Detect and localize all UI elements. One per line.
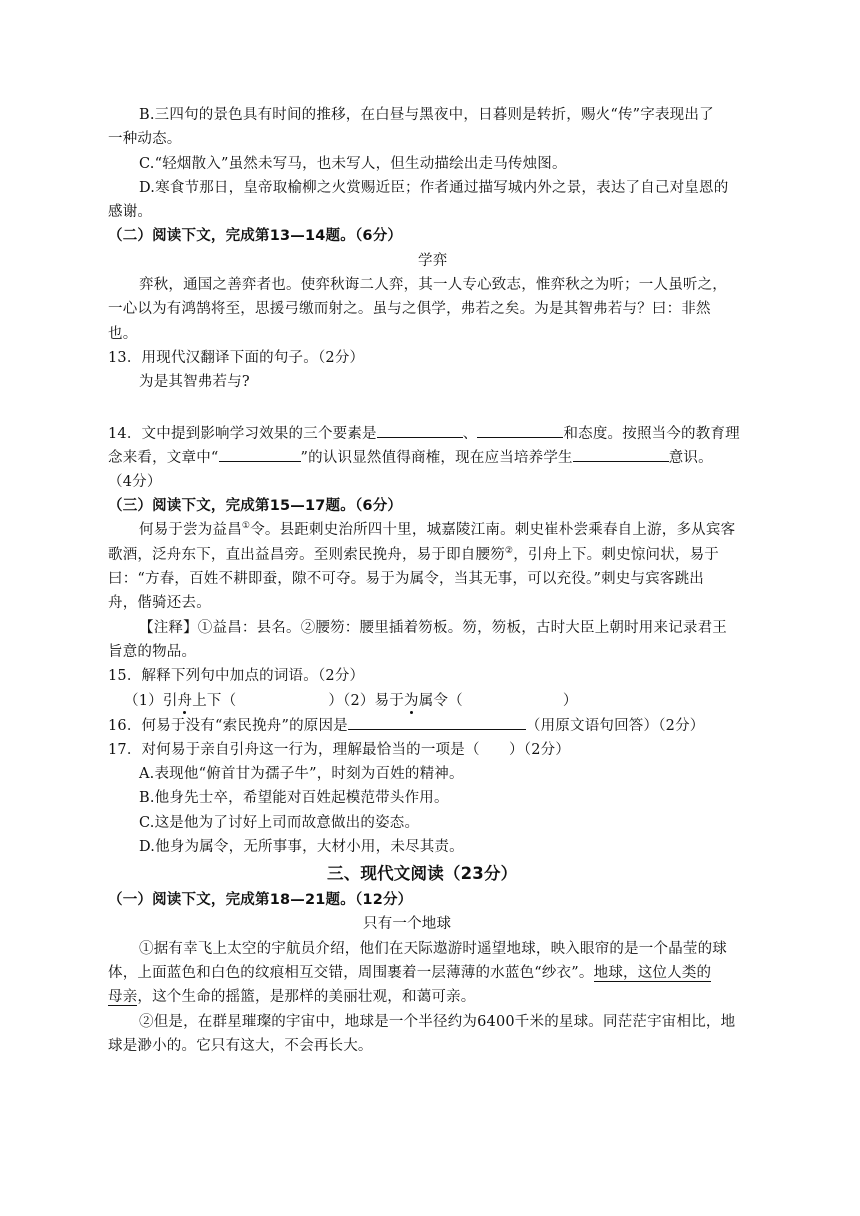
question-15-items (124, 691, 578, 711)
part3-note-line1 (139, 618, 727, 638)
part3-p1-text-b: 令。县距刺史治所四十里，城嘉陵江南。刺史崔朴尝乘春自上游，多从宾客 (250, 522, 736, 538)
q17-option-c: C.这是他为了讨好上司而故意做出的姿态。 (139, 815, 420, 831)
question-13: 13．用现代汉翻译下面的句子。（2分） (108, 350, 365, 366)
question-14-line1 (108, 423, 740, 444)
q14-blank-4[interactable] (573, 447, 669, 462)
q15-1-text: （1）引 (124, 693, 178, 709)
q15-2-text: ）（2）易于 (328, 693, 405, 709)
question-14-score: （4分） (108, 474, 162, 490)
option-b-line2: 一种动态。 (108, 131, 182, 147)
q15-2-close: ） (562, 693, 578, 709)
q14-blank-1[interactable] (377, 423, 463, 438)
q17-option-d: D.他身为属令，无所事事，大材小用，未尽其责。 (139, 839, 464, 855)
article-para2-line1: ②但是，在群星璀璨的宇宙中，地球是一个半径约为6400千米的星球。同茫茫宇宙相比，地 (139, 1014, 736, 1030)
part2-para-line1: 弈秋，通国之善弈者也。使弈秋诲二人弈，其一人专心致志，惟弈秋之为听；一人虽听之， (139, 277, 727, 293)
option-b-line1: B.三四句的景色具有时间的推移，在白昼与黑夜中，日暮则是转折，赐火“传”字表现出了 (139, 107, 714, 123)
section-3-title: 三、现代文阅读（23分） (327, 864, 518, 883)
part2-header: （二）阅读下文，完成第13—14题。（6分） (108, 228, 403, 244)
footnote-mark-1: ① (241, 521, 251, 532)
part3-header: （三）阅读下文，完成第15—17题。（6分） (108, 498, 403, 514)
q14-text-f: 意识。 (668, 450, 713, 466)
q14-blank-3[interactable] (219, 447, 301, 462)
part3-p1-text-a: 何易于尝为益昌 (139, 522, 242, 538)
q15-1-dotted-word: 舟 (177, 693, 193, 709)
q15-2-text-b: 属令（ (418, 693, 463, 709)
part2-para-line2: 一心以为有鸿鹄将至，思援弓缴而射之。虽与之俱学，弗若之矣。为是其智弗若与？曰：非然 (108, 301, 711, 317)
part2-title: 学弈 (418, 253, 448, 269)
underlined-phrase-part1: 地球，这位人类的 (593, 965, 712, 981)
q14-text-c: 和态度。按照当今的教育理 (563, 426, 740, 442)
part3-p2-text-b: ，引舟上下。刺史惊问状，易于 (513, 547, 719, 563)
q15-1-text-b: 上下（ (192, 693, 237, 709)
article-para1-line2 (108, 963, 711, 983)
section3-part1-header: （一）阅读下文，完成第18—21题。（12分） (108, 892, 413, 908)
q14-text-e: ”的认识显然值得商榷，现在应当培养学生 (300, 450, 573, 466)
part3-para-line4: 舟，偕骑还去。 (108, 595, 211, 611)
part3-para-line3: 曰：“方春，百姓不耕即蚕，隙不可夺。易于为属令，当其无事，可以充役。”刺史与宾客跳出 (108, 571, 704, 587)
part2-para-line3: 也。 (108, 326, 138, 342)
q14-text-d: 念来看，文章中“ (108, 450, 219, 466)
underlined-phrase-part2: 母亲 (108, 989, 138, 1005)
article-para2-line2: 球是渺小的。它只有这大，不会再长大。 (108, 1038, 373, 1054)
part3-note-line2: 旨意的物品。 (108, 644, 197, 660)
q17-option-b: B.他身先士卒，希望能对百姓起模范带头作用。 (139, 790, 449, 806)
question-17: 17．对何易于亲自引舟这一行为，理解最恰当的一项是（ ）（2分） (108, 742, 571, 758)
option-d-line1: D.寒食节那日，皇帝取榆柳之火赏赐近臣；作者通过描写城内外之景，表达了自己对皇恩的 (139, 180, 729, 196)
note-text: 【注释】①益昌：县名。②腰笏：腰里插着笏板。笏，笏板，古时大臣上朝时用来记录君王 (139, 620, 727, 636)
q14-blank-2[interactable] (477, 423, 563, 438)
part3-para-line1 (139, 520, 735, 540)
para1-text: 体，上面蓝色和白色的纹痕相互交错，周围裹着一层薄薄的水蓝色“纱衣”。 (108, 965, 594, 981)
q15-2-dotted-word: 为 (404, 693, 419, 709)
article-title: 只有一个地球 (363, 916, 452, 932)
question-14-line2 (108, 447, 713, 468)
question-13-sentence: 为是其智弗若与? (139, 374, 250, 390)
article-para1-line1: ①据有幸飞上太空的宇航员介绍，他们在天际遨游时遥望地球，映入眼帘的是一个晶莹的球 (139, 941, 727, 957)
footnote-mark-2: ② (504, 546, 514, 557)
q14-text-b: 、 (462, 426, 478, 442)
q16-blank[interactable] (348, 715, 526, 730)
option-d-line2: 感谢。 (108, 204, 153, 220)
para1-text-end: ，这个生命的摇篮，是那样的美丽壮观，和蔼可亲。 (137, 989, 476, 1005)
q14-text-a: 14．文中提到影响学习效果的三个要素是 (108, 426, 377, 442)
question-15: 15．解释下列句中加点的词语。（2分） (108, 668, 365, 684)
q16-text-a: 16．何易于没有“索民挽舟”的原因是 (108, 718, 348, 734)
q16-text-b: （用原文语句回答）（2分） (525, 718, 705, 734)
q17-option-a: A.表现他“俯首甘为孺子牛”，时刻为百姓的精神。 (139, 766, 464, 782)
option-c: C.“轻烟散入”虽然未写马，也未写人，但生动描绘出走马传烛图。 (139, 156, 567, 172)
part3-para-line2 (108, 545, 719, 565)
article-para1-line3 (108, 987, 476, 1007)
part3-p2-text-a: 歌酒，泛舟东下，直出益昌旁。至则索民挽舟，易于即自腰笏 (108, 547, 505, 563)
question-16 (108, 715, 704, 736)
